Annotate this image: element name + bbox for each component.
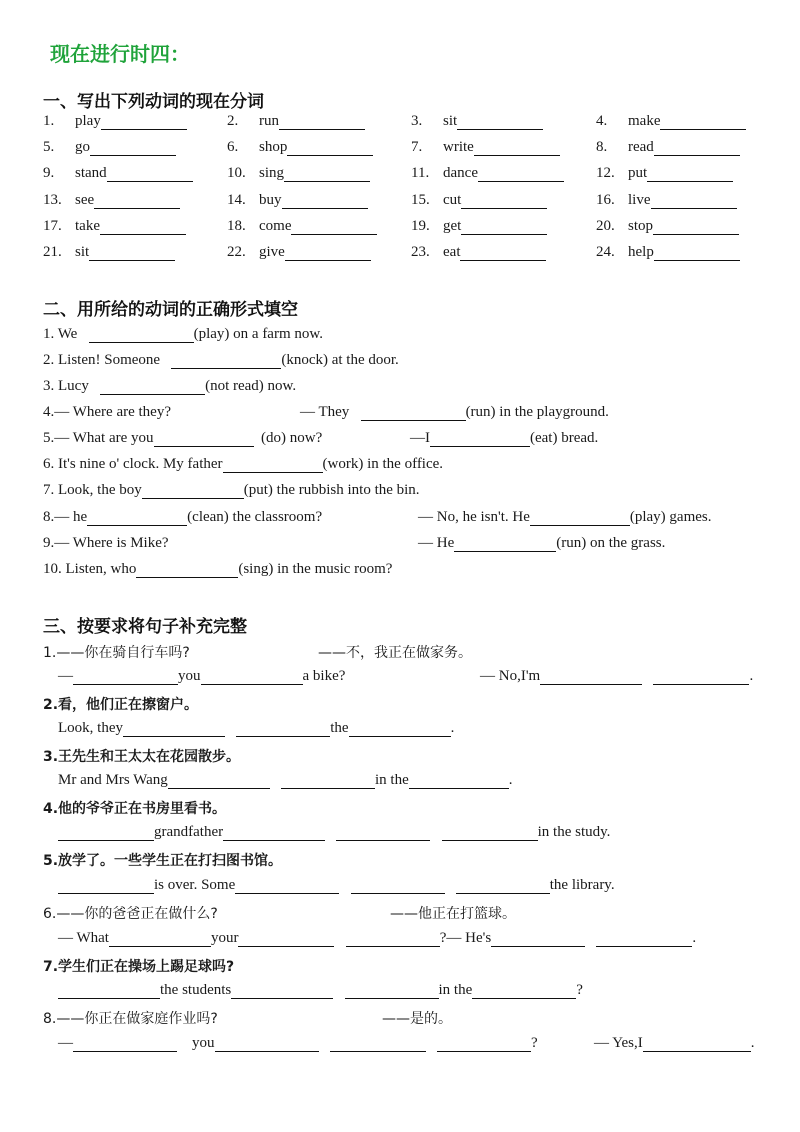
verb-number: 8.	[596, 139, 608, 156]
s3-q6-english: — What your ?— He's .	[58, 930, 697, 946]
answer-blank[interactable]	[279, 115, 365, 130]
s2-question-8-answer: — No, he isn't. He (play) games.	[418, 509, 712, 525]
answer-blank[interactable]	[643, 1037, 751, 1052]
answer-blank[interactable]	[89, 328, 194, 343]
answer-blank[interactable]	[109, 932, 211, 947]
verb-number: 6.	[227, 139, 239, 156]
verb-word: stand	[75, 165, 107, 182]
s3-q6-chinese-reply: ——他正在打篮球。	[390, 906, 516, 922]
s2-question-8: 8.— he (clean) the classroom?	[43, 509, 323, 525]
verb-item	[411, 192, 547, 209]
answer-blank[interactable]	[100, 220, 186, 235]
answer-blank[interactable]	[530, 511, 630, 526]
answer-blank[interactable]	[461, 194, 547, 209]
s3-q1-english-reply: — No,I'm .	[480, 668, 754, 684]
answer-blank[interactable]	[238, 932, 334, 947]
s3-q8-english-reply: — Yes,I .	[594, 1035, 755, 1051]
answer-blank[interactable]	[223, 458, 323, 473]
verb-row	[43, 165, 763, 191]
answer-blank[interactable]	[653, 670, 749, 685]
answer-blank[interactable]	[472, 984, 576, 999]
verb-word: dance	[443, 165, 478, 182]
answer-blank[interactable]	[171, 354, 281, 369]
s2-question-5-answer: —I (eat) bread.	[410, 430, 599, 446]
answer-blank[interactable]	[142, 484, 244, 499]
s3-q8-chinese-reply: ——是的。	[382, 1011, 452, 1027]
verb-number: 15.	[411, 191, 430, 208]
verb-item	[43, 244, 175, 261]
s3-q8-english: — you ?	[58, 1035, 538, 1051]
verb-word: run	[259, 113, 279, 129]
verb-number: 9.	[43, 165, 55, 182]
verb-number: 20.	[596, 217, 615, 234]
answer-blank[interactable]	[430, 432, 530, 447]
verb-item	[596, 165, 733, 182]
verb-word: go	[75, 139, 90, 156]
s3-q5-english: is over. Some the library.	[58, 877, 615, 894]
verb-word: eat	[443, 244, 461, 260]
verb-item	[227, 218, 377, 235]
verb-number: 17.	[43, 217, 62, 234]
verb-number: 7.	[411, 139, 423, 156]
answer-blank[interactable]	[215, 1037, 319, 1052]
answer-blank[interactable]	[107, 167, 193, 182]
s3-q5-chinese: 5.放学了。一些学生正在打扫图书馆。	[43, 853, 283, 869]
s3-q2-english: Look, they the .	[58, 720, 455, 736]
s2-question-9-answer: — He (run) on the grass.	[418, 535, 666, 551]
verb-number: 24.	[596, 244, 615, 260]
s2-question-4-answer: — They (run) in the playground.	[300, 404, 609, 420]
answer-blank[interactable]	[287, 141, 373, 156]
answer-blank[interactable]	[281, 774, 375, 789]
answer-blank[interactable]	[73, 670, 178, 685]
verb-word: buy	[259, 191, 282, 208]
verb-word: sit	[75, 244, 90, 260]
answer-blank[interactable]	[457, 115, 543, 130]
s3-q1-english: — you a bike?	[58, 668, 346, 684]
verb-row	[43, 113, 763, 139]
answer-blank[interactable]	[285, 246, 371, 261]
s2-question-10: 10. Listen, who (sing) in the music room?	[43, 561, 393, 577]
answer-blank[interactable]	[442, 826, 538, 841]
page-title: 现在进行时四：	[50, 42, 190, 66]
answer-blank[interactable]	[460, 246, 546, 261]
answer-blank[interactable]	[361, 406, 466, 421]
verb-item	[411, 244, 546, 261]
verb-number: 21.	[43, 244, 62, 260]
answer-blank[interactable]	[94, 194, 180, 209]
verb-number: 14.	[227, 191, 246, 208]
verb-row	[43, 192, 763, 218]
verb-word: stop	[628, 217, 654, 234]
answer-blank[interactable]	[100, 380, 205, 395]
answer-blank[interactable]	[647, 167, 733, 182]
verb-row	[43, 139, 763, 165]
verb-item	[227, 244, 371, 261]
verb-item	[43, 218, 186, 235]
answer-blank[interactable]	[73, 1037, 177, 1052]
verb-item	[411, 218, 547, 235]
verb-number: 13.	[43, 191, 62, 208]
verb-word: help	[628, 244, 654, 260]
s3-q7-chinese: 7.学生们正在操场上踢足球吗?	[43, 959, 235, 975]
answer-blank[interactable]	[654, 141, 740, 156]
s3-q3-english: Mr and Mrs Wang in the .	[58, 772, 513, 788]
verb-word: see	[75, 191, 95, 208]
answer-blank[interactable]	[653, 220, 739, 235]
answer-blank[interactable]	[346, 932, 440, 947]
verb-word: get	[443, 217, 462, 234]
answer-blank[interactable]	[651, 194, 737, 209]
answer-blank[interactable]	[90, 141, 176, 156]
verb-number: 1.	[43, 113, 55, 129]
verb-number: 2.	[227, 113, 239, 129]
answer-blank[interactable]	[291, 220, 377, 235]
answer-blank[interactable]	[409, 774, 509, 789]
s3-q8-chinese: 8.——你正在做家庭作业吗?	[43, 1011, 218, 1027]
verb-item	[596, 244, 740, 261]
verb-word: shop	[259, 139, 288, 156]
s2-question-3: 3. Lucy (not read) now.	[43, 378, 297, 394]
verb-row	[43, 218, 763, 244]
answer-blank[interactable]	[474, 141, 560, 156]
verb-number: 12.	[596, 165, 615, 182]
answer-blank[interactable]	[345, 984, 439, 999]
verb-number: 5.	[43, 139, 55, 156]
verb-item	[227, 113, 365, 130]
verb-row	[43, 244, 763, 270]
answer-blank[interactable]	[456, 879, 550, 894]
verb-word: sit	[443, 113, 458, 129]
answer-blank[interactable]	[236, 722, 330, 737]
verb-number: 19.	[411, 217, 430, 234]
verb-item	[596, 139, 740, 156]
verb-word: read	[628, 139, 654, 156]
s2-question-1: 1. We (play) on a farm now.	[43, 326, 323, 342]
verb-word: sing	[259, 165, 285, 182]
answer-blank[interactable]	[89, 246, 175, 261]
verb-word: write	[443, 139, 474, 156]
answer-blank[interactable]	[101, 115, 187, 130]
answer-blank[interactable]	[58, 879, 154, 894]
section-3-heading: 三、按要求将句子补充完整	[43, 617, 247, 637]
answer-blank[interactable]	[87, 511, 187, 526]
s2-question-2: 2. Listen! Someone (knock) at the door.	[43, 352, 399, 368]
verb-word: put	[628, 165, 648, 182]
answer-blank[interactable]	[654, 246, 740, 261]
verb-word: give	[259, 244, 285, 260]
verb-number: 3.	[411, 113, 423, 129]
s3-q6-chinese: 6.——你的爸爸正在做什么?	[43, 906, 218, 922]
verb-item	[227, 165, 370, 182]
verb-number: 22.	[227, 244, 246, 260]
answer-blank[interactable]	[154, 432, 254, 447]
verb-word: make	[628, 113, 661, 129]
verb-item	[43, 165, 193, 182]
verb-number: 16.	[596, 191, 615, 208]
verb-number: 23.	[411, 244, 430, 260]
verb-item	[43, 139, 176, 156]
answer-blank[interactable]	[330, 1037, 426, 1052]
s2-question-5: 5.— What are you (do) now?	[43, 430, 323, 446]
s2-question-4: 4.— Where are they?	[43, 404, 171, 420]
answer-blank[interactable]	[136, 563, 238, 578]
answer-blank[interactable]	[223, 826, 325, 841]
answer-blank[interactable]	[284, 167, 370, 182]
verb-item	[411, 165, 564, 182]
verb-number: 10.	[227, 165, 246, 182]
verb-item	[596, 192, 737, 209]
verb-item	[596, 218, 739, 235]
verb-word: play	[75, 113, 101, 129]
answer-blank[interactable]	[596, 932, 692, 947]
s3-q3-chinese: 3.王先生和王太太在花园散步。	[43, 749, 241, 765]
answer-blank[interactable]	[168, 774, 270, 789]
verb-item	[596, 113, 746, 130]
answer-blank[interactable]	[461, 220, 547, 235]
verb-item	[411, 139, 560, 156]
answer-blank[interactable]	[437, 1037, 531, 1052]
verb-word: cut	[443, 191, 462, 208]
s3-q4-english: grandfather in the study.	[58, 824, 610, 841]
answer-blank[interactable]	[660, 115, 746, 130]
answer-blank[interactable]	[58, 826, 154, 841]
section-2-heading: 二、用所给的动词的正确形式填空	[43, 300, 298, 320]
s2-question-9: 9.— Where is Mike?	[43, 535, 169, 551]
answer-blank[interactable]	[231, 984, 333, 999]
section-1-heading: 一、写出下列动词的现在分词	[43, 92, 264, 112]
verb-number: 4.	[596, 113, 608, 129]
s3-q4-chinese: 4.他的爷爷正在书房里看书。	[43, 801, 227, 817]
answer-blank[interactable]	[454, 537, 556, 552]
s3-q1-chinese: 1.——你在骑自行车吗?	[43, 645, 190, 661]
verb-item	[43, 192, 180, 209]
answer-blank[interactable]	[201, 670, 303, 685]
s3-q1-chinese-reply: ——不，我正在做家务。	[318, 645, 472, 661]
answer-blank[interactable]	[478, 167, 564, 182]
answer-blank[interactable]	[351, 879, 445, 894]
verb-number: 11.	[411, 165, 430, 182]
answer-blank[interactable]	[58, 984, 160, 999]
verb-word: live	[628, 191, 651, 208]
verb-number: 18.	[227, 217, 246, 234]
answer-blank[interactable]	[123, 722, 225, 737]
s2-question-7: 7. Look, the boy (put) the rubbish into the bin.	[43, 482, 420, 498]
answer-blank[interactable]	[235, 879, 339, 894]
verb-word: come	[259, 217, 292, 234]
s3-q2-chinese: 2.看，他们正在擦窗户。	[43, 697, 199, 713]
verb-item	[411, 113, 543, 130]
answer-blank[interactable]	[540, 670, 642, 685]
verb-item	[227, 192, 368, 209]
s3-q7-english: the students in the ?	[58, 982, 583, 999]
s2-question-6: 6. It's nine o' clock. My father (work) in the office.	[43, 456, 444, 472]
answer-blank[interactable]	[282, 194, 368, 209]
verb-word: take	[75, 217, 100, 234]
verb-item	[227, 139, 373, 156]
verb-item	[43, 113, 187, 130]
answer-blank[interactable]	[491, 932, 585, 947]
answer-blank[interactable]	[336, 826, 430, 841]
answer-blank[interactable]	[349, 722, 451, 737]
